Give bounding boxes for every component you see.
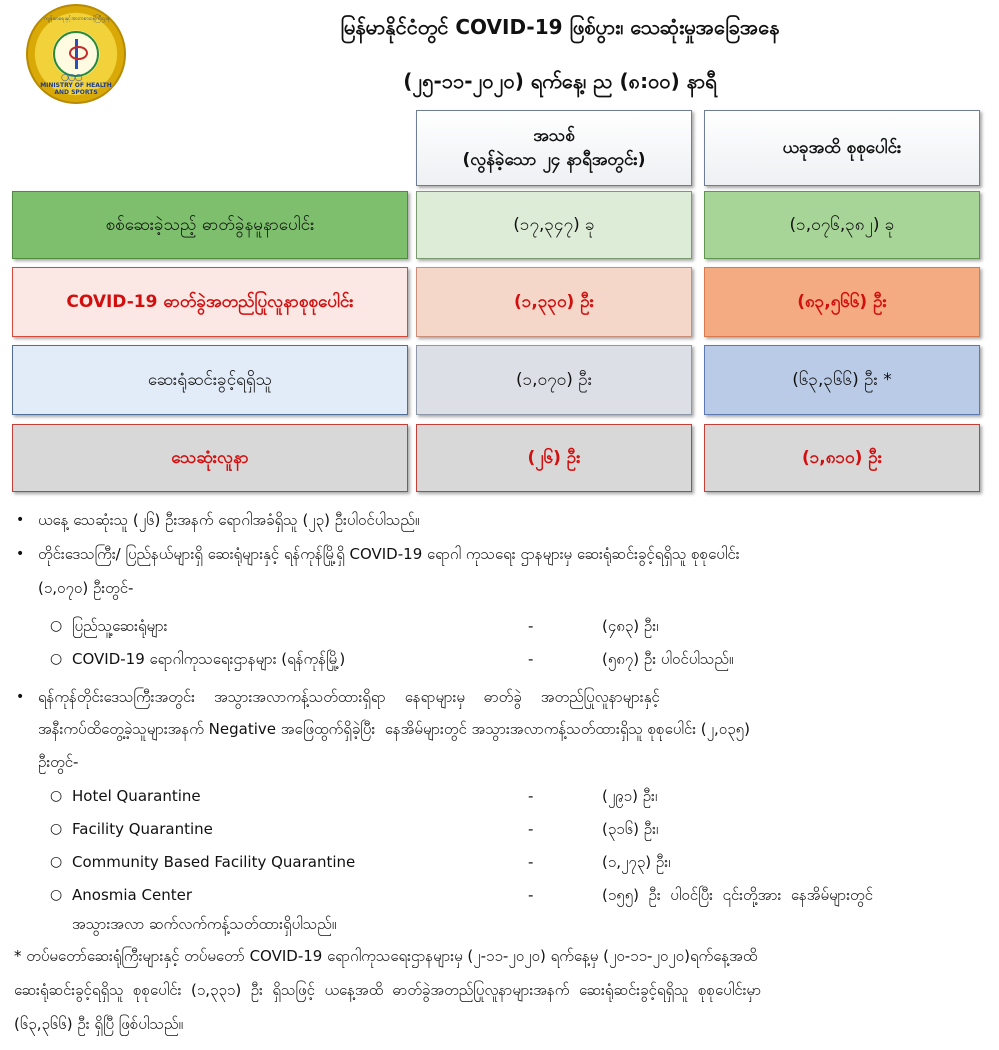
circle-bullet-icon: ○ xyxy=(50,618,63,634)
row-deaths-label: သေဆုံးလူနာ xyxy=(12,424,408,492)
quarantine-item-label: Community Based Facility Quarantine xyxy=(72,853,356,871)
row-tests-label: စစ်ဆေးခဲ့သည့် ဓာတ်ခွဲနမူနာပေါင်း xyxy=(12,191,408,259)
discharge-item-dash: - xyxy=(528,617,534,635)
quarantine-item-label: Facility Quarantine xyxy=(72,820,213,838)
quarantine-item-value: (၃၁၆) ဦး၊ xyxy=(602,820,659,838)
quarantine-item-dash: - xyxy=(528,853,534,871)
discharge-item-dash: - xyxy=(528,650,534,668)
row-confirmed-new: (၁,၃၃၀) ဦး xyxy=(416,267,692,337)
note-deaths-comorbidity: ယနေ့ သေဆုံးသူ (၂၆) ဦးအနက် ရောဂါအခံရှိသူ (၂၃) ဦးပါဝင်ပါသည်။ xyxy=(38,511,420,529)
quarantine-item-label: Anosmia Center xyxy=(72,886,192,904)
quarantine-item-value: (၂၉၁) ဦး၊ xyxy=(602,787,658,805)
ministry-logo xyxy=(26,4,126,104)
row-deaths-new: (၂၆) ဦး xyxy=(416,424,692,492)
discharge-item-label: COVID-19 ရောဂါကုသရေးဌာနများ (ရန်ကုန်မြို့) xyxy=(72,650,346,668)
row-tests-new: (၁၇,၃၄၇) ခု xyxy=(416,191,692,259)
row-recovered-total: (၆၃,၃၆၆) ဦး * xyxy=(704,345,980,415)
bullet-icon: • xyxy=(16,546,25,562)
quarantine-continuation: အသွားအလာ ဆက်လက်ကန့်သတ်ထားရှိပါသည်။ xyxy=(72,915,337,933)
row-recovered-new: (၁,၀၇၀) ဦး xyxy=(416,345,692,415)
quarantine-item-value: (၁,၂၇၃) ဦး၊ xyxy=(602,853,671,871)
note-quarantine-line1: ရန်ကုန်တိုင်းဒေသကြီးအတွင်း အသွားအလာကန့်သတ်ထားရှိရာ နေရာများမှ ဓာတ်ခွဲ အတည်ပြုလူနာများနှင့် xyxy=(38,688,660,706)
quarantine-item-value: (၁၅၅) ဦး ပါဝင်ပြီး ၎င်းတို့အား နေအိမ်များတွင် xyxy=(602,886,873,904)
quarantine-item-dash: - xyxy=(528,886,534,904)
header-new: အသစ် (လွန်ခဲ့သော ၂၄ နာရီအတွင်း) xyxy=(416,110,692,186)
circle-bullet-icon: ○ xyxy=(50,788,63,804)
discharge-item-value: (၅၈၇) ဦး ပါဝင်ပါသည်။ xyxy=(602,650,734,668)
footnote-line2: ဆေးရုံဆင်းခွင့်ရရှိသူ စုစုပေါင်း (၁,၃၃၁) ဦး ရှိသဖြင့် ယနေ့အထိ ဓာတ်ခွဲအတည်ပြုလူနာများအနက် ဆေးရုံဆင်းခွင့်ရရှိသူ စုစုပေါင်းမှာ xyxy=(14,981,762,999)
note-discharge-line2: (၁,၀၇၀) ဦးတွင်- xyxy=(38,579,134,597)
circle-bullet-icon: ○ xyxy=(50,651,63,667)
row-confirmed-total: (၈၃,၅၆၆) ဦး xyxy=(704,267,980,337)
page-subtitle-date: (၂၅-၁၁-၂၀၂၀) ရက်နေ့၊ ည (၈:၀၀) နာရီ xyxy=(403,69,717,93)
caduceus-icon xyxy=(53,31,99,77)
discharge-item-label: ပြည်သူ့ဆေးရုံများ xyxy=(72,617,168,635)
footnote-line1: * တပ်မတော်ဆေးရုံကြီးများနှင့် တပ်မတော် COVID-19 ရောဂါကုသရေးဌာနများမှ (၂-၁၁-၂၀၂၀) ရက်နေ့မှ (၂၀-၁၁-၂၀၂၀)ရက်နေ့အထိ xyxy=(14,947,758,965)
row-confirmed-label: COVID-19 ဓာတ်ခွဲအတည်ပြုလူနာစုစုပေါင်း xyxy=(12,267,408,337)
circle-bullet-icon: ○ xyxy=(50,854,63,870)
note-discharge-line1: တိုင်းဒေသကြီး/ ပြည်နယ်များရှိ ဆေးရုံများနှင့် ရန်ကုန်မြို့ရှိ COVID-19 ရောဂါ ကုသရေး ဌာနများမှ ဆေးရုံဆင်းခွင့်ရရှိသူ စုစုပေါင်း xyxy=(38,545,740,563)
circle-bullet-icon: ○ xyxy=(50,821,63,837)
header-total: ယခုအထိ စုစုပေါင်း xyxy=(704,110,980,186)
olympic-rings-icon: ○○○ xyxy=(61,73,82,83)
logo-caption: MINISTRY OF HEALTH AND SPORTS xyxy=(40,82,112,96)
note-quarantine-line2: အနီးကပ်ထိတွေ့ခဲ့သူများအနက် Negative အဖြေထွက်ရှိခဲ့ပြီး နေအိမ်များတွင် အသွားအလာကန့်သတ်ထားရှိသူ စုစုပေါင်း (၂,၀၃၅) xyxy=(38,720,750,738)
bullet-icon: • xyxy=(16,689,25,705)
page-title: မြန်မာနိုင်ငံတွင် COVID-19 ဖြစ်ပွား၊ သေဆုံးမှုအခြေအနေ xyxy=(340,15,780,39)
row-deaths-total: (၁,၈၁၀) ဦး xyxy=(704,424,980,492)
row-recovered-label: ဆေးရုံဆင်းခွင့်ရရှိသူ xyxy=(12,345,408,415)
circle-bullet-icon: ○ xyxy=(50,887,63,903)
quarantine-item-dash: - xyxy=(528,820,534,838)
footnote-line3: (၆၃,၃၆၆) ဦး ရှိပြီ ဖြစ်ပါသည်။ xyxy=(14,1015,183,1033)
discharge-item-value: (၄၈၃) ဦး၊ xyxy=(602,617,659,635)
logo-arc-text: ကျန်းမာရေးနှင့်အားကစားဝန်ကြီးဌာန xyxy=(44,16,110,22)
quarantine-item-dash: - xyxy=(528,787,534,805)
note-quarantine-line3: ဦးတွင်- xyxy=(38,753,79,771)
quarantine-item-label: Hotel Quarantine xyxy=(72,787,201,805)
row-tests-total: (၁,၀၇၆,၃၈၂) ခု xyxy=(704,191,980,259)
bullet-icon: • xyxy=(16,512,25,528)
